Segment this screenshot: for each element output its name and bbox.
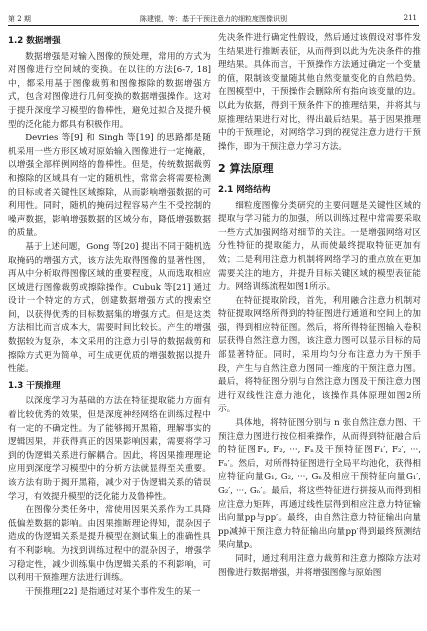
issue-label: 第 2 期 xyxy=(8,15,31,23)
paragraph: 基于上述问题，Gong 等[20] 提出不同于随机选取掩码的增强方式，该方法先取得图像的显著性图，再从中分析取得图像区域的重要程度，从而选取相应区域进行图像裁剪或擦除操作。Cubuk 等[21] 通过设计一个特定的方式，创建数据增强方式的搜索空间，以获得优秀的目标数据集的增强方式。但是这类方法相比而言成本大，需要时间比较长。产生的增强数据较为复杂，本文采用的注意力引导的数据裁剪和擦除方式更为简单，可生成更优质的增强数据以提升性能。 xyxy=(8,241,211,375)
page-number: 211 xyxy=(403,14,417,22)
running-header xyxy=(0,0,427,26)
paragraph: 以深度学习为基础的方法在特征提取能力方面有着比较优秀的效果，但是深度神经网络在训练过程中有一定的不确定性。为了能够揭开黑箱，理解事实的逻辑因果，并获得真正的因果影响因素，需要将学习到的伪逻辑关系进行解耦合。因此，将因果推理理论应用到深度学习模型中的分析方法就显得至关重要。该方法有助于揭开黑箱，减少对于伪逻辑关系的错误学习，有效提升模型的泛化能力及鲁棒性。 xyxy=(8,396,211,502)
left-column xyxy=(8,32,211,599)
paragraph: 干预推理[22] 是指通过对某个事件发生的某一 xyxy=(25,586,201,597)
section-heading-1-2: 1.2 数据增强 xyxy=(8,36,61,46)
paragraph: 在图像分类任务中，常使用因果关系作为工具降低偏差数据的影响。由因果推断理论得知，混杂因子造成的伪逻辑关系是提升模型在测试集上的准确性具有不利影响。为找到训练过程中的混杂因子，增强学习稳定性，减少训练集中伪逻辑关系的不利影响，可以利用干预推理方法进行训练。 xyxy=(8,505,211,584)
paragraph: 数据增强是对输入图像的预处理，常用的方式为对图像进行空间域的变换。在以往的方法[6-7, 18]中，都采用基于图像裁剪和图像擦除的数据增强方式，包含对图像进行几何变换的数据增强操作。这对于提升深度学习模型的鲁棒性，避免过拟合及提升模型的泛化能力都具有积极作用。 xyxy=(8,51,211,130)
paragraph: 细粒度图像分类研究的主要问题是关键性区域的提取与学习能力的加强，所以训练过程中常需要采取一些方式加强网络对细节的关注。一是增强网络对区分性特征的提取能力，从而使最终提取特征更加有效；二是利用注意力机制将网络学习的重点放在更加需要关注的地方，并提升目标关键区域的模型表征能力。网络训练流程如图1所示。 xyxy=(218,200,421,293)
section-heading-1-3: 1.3 干预推理 xyxy=(8,380,61,391)
paragraph: 具体地，将特征图分别与 n 张自然注意力图、干预注意力图进行按位相乘操作，从而得到特征融合后的特征图F₁, F₂, ···, Fₙ及干预特征图F₁′, F₂′, ···, Fₙ′。然后，对所得特征图进行全局平均池化，获得相应特征向量G₁, G₂, ···, Gₙ及相应干预特征向量G₁′, G₂′, ···, Gₙ′。最后，将这些特征进行拼接从而得到相应注意力矩阵，再通过线性层得到相应注意力特征输出向量pp与pp′。最终，由自然注意力特征输出向量pp减掉干预注意力特征输出向量pp′得到最终预测结果向量p。 xyxy=(218,418,421,551)
section-heading-2-1: 2.1 网络结构 xyxy=(218,184,271,195)
paragraph: 先决条件进行确定性假设，然后通过该假设对事件发生结果进行推断表征，从而得到以此为先决条件的推理结果。具体而言，干预操作方法通过确定一个变量的值，限制该变量随其他自然变量变化的自然趋势。在图模型中，干预操作会删除所有指向该变量的边。以此为依据，得到干预条件下的推理结果，并将其与原推理结果进行对比，得出最后结果。基于因果推理中的干预理论，对网络学习到的视觉注意力进行干预操作，即为干预注意力学习方法。 xyxy=(218,33,421,152)
section-heading-2: 2 算法原理 xyxy=(218,162,274,176)
paragraph: 同时，通过利用注意力裁剪和注意力擦除方法对图像进行数据增强，并将增强图像与原始图 xyxy=(218,553,421,578)
right-column xyxy=(218,32,421,580)
paragraph: Devries 等[9] 和 Singh 等[19] 的思路都是随机采用一些方形区域对原始输入图像进行一定掩蔽，以增强全部样例网络的鲁棒性。但是，传统数据裁剪和擦除的区域具有一定的随机性，常常会将需要检测的目标或者关键性区域擦除，从而影响增强数据的可利用性。同时，随机的掩码过程容易产生不受控制的噪声数据，影响增强数据的区域分布，降低增强数据的质量。 xyxy=(8,133,211,239)
running-title: 陈建锟，等：基于干预注意力的细粒度图像识别 xyxy=(140,15,287,23)
paragraph: 在特征提取阶段，首先，利用融合注意力机制对特征提取网络所得到的特征图进行通道和空间上的加强，得到相应特征图。然后，将所得特征图输入卷积层获得自然注意力图，该注意力图可以显示目标的局部显著特征。同时，采用均匀分布注意力为干预手段，产生与自然注意力图同一维度的干预注意力图。最后，将特征图分别与自然注意力图及干预注意力图进行双线性注意力池化，该操作具体原理如图2所示。 xyxy=(218,295,421,415)
header-rule xyxy=(8,25,419,26)
